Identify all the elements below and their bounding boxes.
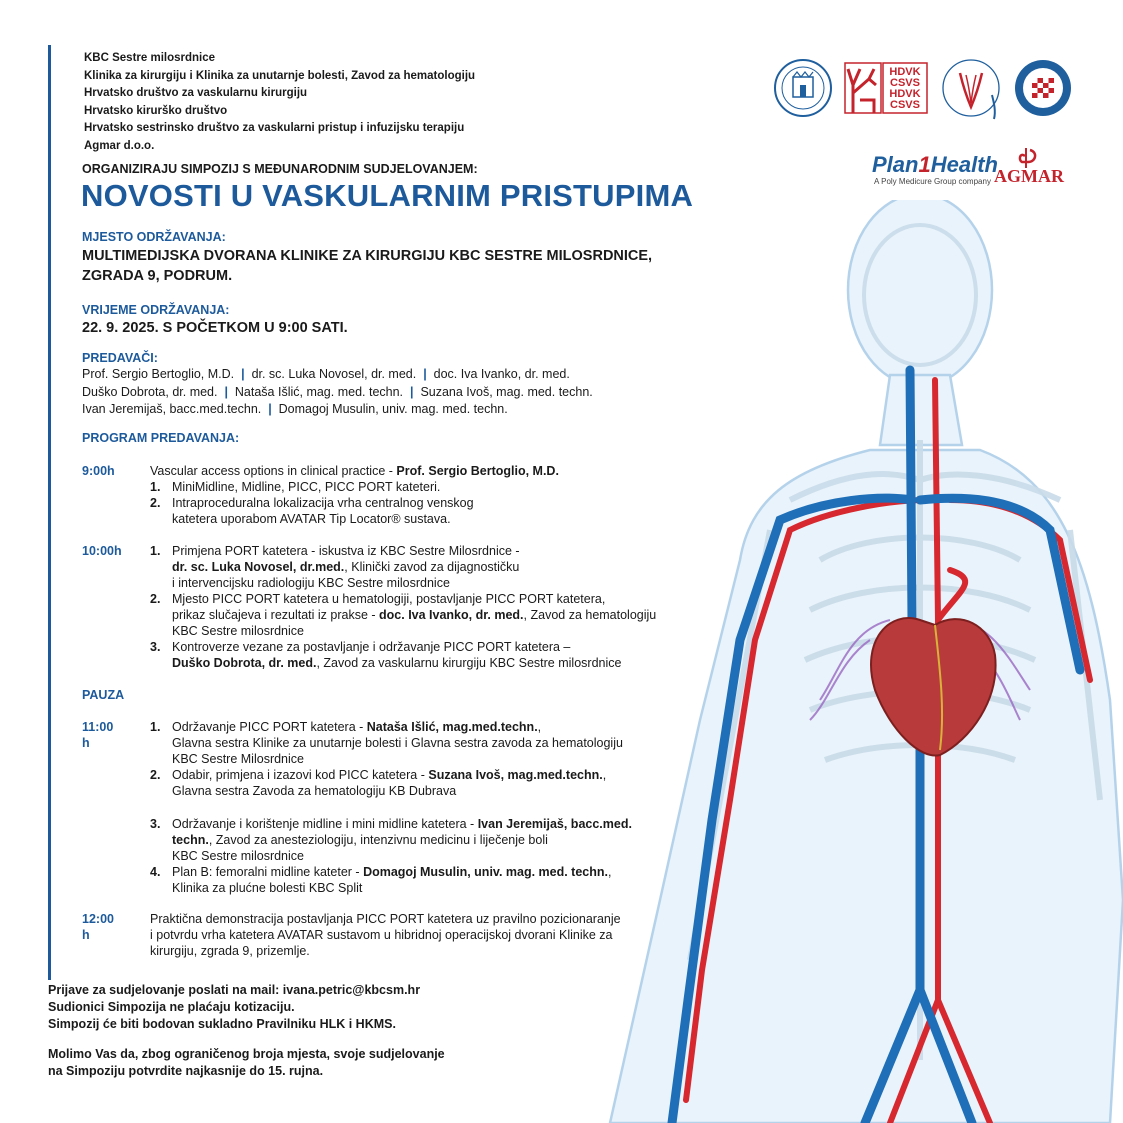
plan-subtitle: A Poly Medicure Group company bbox=[874, 177, 991, 186]
time-value: 22. 9. 2025. S POČETKOM U 9:00 SATI. bbox=[82, 320, 348, 336]
intro-text: ORGANIZIRAJU SIMPOZIJ S MEĐUNARODNIM SUDJELOVANJEM: bbox=[82, 162, 478, 176]
separator: | bbox=[423, 367, 427, 381]
footer-note bbox=[48, 1046, 445, 1080]
csvs-text: CSVS bbox=[890, 99, 920, 111]
lecturers-line bbox=[82, 366, 593, 384]
lecturer: Nataša Išlić, mag. med. techn. bbox=[234, 384, 404, 399]
separator: | bbox=[224, 384, 228, 399]
venue-section bbox=[82, 230, 652, 286]
pause-label: PAUZA bbox=[82, 688, 125, 702]
separator: | bbox=[241, 367, 245, 381]
program-label: PROGRAM PREDAVANJA: bbox=[82, 431, 240, 445]
registration-line: Prijave za sudjelovanje poslati na mail: ivana.petric@kbcsm.hr bbox=[48, 983, 421, 997]
lecturer: Ivan Jeremijaš, bacc.med.techn. bbox=[82, 402, 262, 416]
plan-one-text: 1 bbox=[918, 152, 931, 177]
venue-line: ZGRADA 9, PODRUM. bbox=[82, 268, 233, 284]
venue-line: MULTIMEDIJSKA DVORANA KLINIKE ZA KIRURGIJU KBC SESTRE MILOSRDNICE, bbox=[82, 248, 653, 264]
session-time: 12:00 h bbox=[82, 912, 114, 942]
lecturer: dr. sc. Luka Novosel, dr. med. bbox=[251, 367, 417, 381]
lecturer: Duško Dobrota, dr. med. bbox=[82, 384, 218, 399]
footer-info bbox=[48, 982, 420, 1033]
note-line: na Simpoziju potvrdite najkasnije do 15. rujna. bbox=[48, 1064, 324, 1078]
organizer: Hrvatsko društvo za vaskularnu kirurgiju bbox=[84, 87, 308, 99]
agmar-text: AGMAR bbox=[994, 166, 1064, 186]
svg-text:Plan1Health bbox=[872, 152, 998, 177]
hdvk-text: HDVK bbox=[889, 66, 921, 78]
organizer: Agmar d.o.o. bbox=[84, 139, 155, 152]
session-time: 9:00h bbox=[82, 464, 115, 478]
partner-logos bbox=[770, 55, 1090, 125]
csvs-text: CSVS bbox=[890, 77, 920, 89]
lecturer: Suzana Ivoš, mag. med. techn. bbox=[420, 384, 593, 399]
organizer: Hrvatsko sestrinsko društvo za vaskularni pristup i infuzijsku terapiju bbox=[84, 122, 465, 134]
separator: | bbox=[268, 402, 272, 416]
lecturers-section bbox=[82, 351, 593, 419]
separator: | bbox=[409, 384, 414, 399]
organizer: Hrvatsko kirurško društvo bbox=[84, 104, 228, 117]
agmar-logo bbox=[994, 148, 1065, 186]
vascular-society-seal-icon bbox=[943, 60, 999, 119]
time-label: VRIJEME ODRŽAVANJA: bbox=[82, 303, 230, 317]
organizer: Klinika za kirurgiju i Klinika za unutarnje bolesti, Zavod za hematologiju bbox=[84, 69, 476, 82]
health-text: Health bbox=[930, 152, 998, 177]
hdvk-logo-icon bbox=[845, 63, 927, 113]
session-time: 11:00 h bbox=[82, 720, 114, 750]
lecturers-line bbox=[82, 384, 593, 402]
session-description: Praktična demonstracija postavljanja PICC PORT katetera uz pravilno pozicionaranje i potvrdu vrha katetera AVATAR sustavom u hibridnoj operacijskoj dvorani Klinike za kirurgiju, zgrada 9, prizemlje. bbox=[150, 912, 621, 958]
lecturer: Prof. Sergio Bertoglio, M.D. bbox=[82, 367, 235, 381]
hdvk-text: HDVK bbox=[889, 88, 921, 100]
plan1health-logo bbox=[872, 152, 998, 186]
lecturers-label: PREDAVAČI: bbox=[82, 351, 158, 365]
lecturers-line bbox=[82, 401, 593, 419]
sponsor-logos bbox=[870, 148, 1080, 190]
left-accent-bar bbox=[48, 45, 51, 980]
lecturer: Domagoj Musulin, univ. mag. med. techn. bbox=[278, 402, 508, 416]
credits-line: Simpozij će biti bodovan sukladno Pravilniku HLK i HKMS. bbox=[48, 1017, 396, 1031]
page-title: NOVOSTI U VASKULARNIM PRISTUPIMA bbox=[81, 178, 694, 213]
venue-label: MJESTO ODRŽAVANJA: bbox=[82, 230, 226, 244]
lecturer: doc. Iva Ivanko, dr. med. bbox=[433, 367, 570, 381]
surgical-society-seal-icon bbox=[1015, 60, 1071, 116]
fee-line: Sudionici Simpozija ne plaćaju kotizaciju. bbox=[48, 1000, 295, 1014]
session-intro: Vascular access options in clinical practice - Prof. Sergio Bertoglio, M.D. bbox=[150, 464, 559, 478]
time-section bbox=[82, 303, 348, 338]
organizers-list bbox=[84, 50, 475, 155]
note-line: Molimo Vas da, zbog ograničenog broja mjesta, svoje sudjelovanje bbox=[48, 1047, 445, 1061]
session-time: 10:00h bbox=[82, 544, 122, 558]
plan-text: Plan bbox=[872, 152, 919, 177]
organizer: KBC Sestre milosrdnice bbox=[84, 52, 216, 64]
kbc-seal-icon bbox=[775, 60, 831, 116]
